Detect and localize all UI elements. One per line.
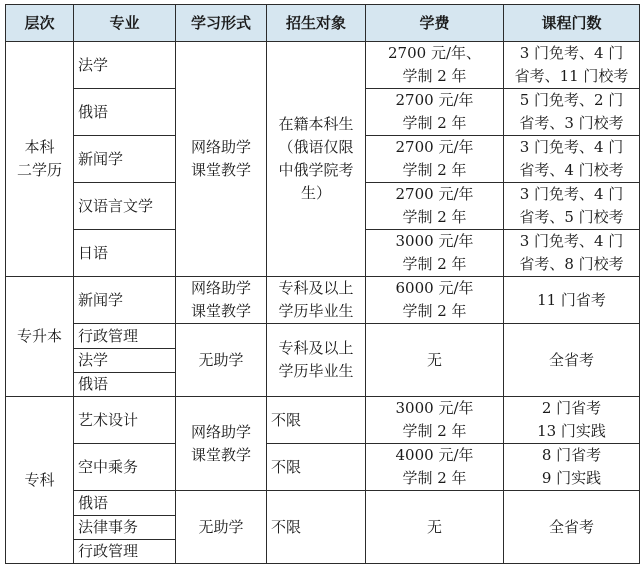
study-form-cell: 网络助学 课堂教学: [176, 277, 267, 324]
level-cell: 专升本: [6, 277, 74, 397]
table-row: [6, 397, 640, 444]
major-cell: 日语: [74, 230, 176, 277]
major-cell: 法学: [74, 42, 176, 89]
major-cell: 俄语: [74, 491, 176, 516]
enrollment-table: [5, 4, 640, 564]
major-cell: 法律事务: [74, 516, 176, 540]
study-form-cell: 网络助学 课堂教学: [176, 397, 267, 491]
major-cell: 汉语言文学: [74, 183, 176, 230]
header-study-form: 学习形式: [176, 5, 267, 42]
table-row: [6, 277, 640, 324]
fee-cell: 3000 元/年 学制 2 年: [366, 230, 504, 277]
header-level: 层次: [6, 5, 74, 42]
fee-cell: 2700 元/年 学制 2 年: [366, 136, 504, 183]
fee-cell: 6000 元/年 学制 2 年: [366, 277, 504, 324]
major-cell: 艺术设计: [74, 397, 176, 444]
header-major: 专业: [74, 5, 176, 42]
level-cell: 本科 二学历: [6, 42, 74, 277]
courses-cell: 5 门免考、2 门 省考、3 门校考: [504, 89, 640, 136]
table-row: [6, 324, 640, 349]
major-cell: 俄语: [74, 89, 176, 136]
major-cell: 行政管理: [74, 540, 176, 564]
courses-cell: 全省考: [504, 491, 640, 564]
fee-cell: 2700 元/年 学制 2 年: [366, 89, 504, 136]
fee-cell: 2700 元/年 学制 2 年: [366, 183, 504, 230]
courses-cell: 全省考: [504, 324, 640, 397]
fee-cell: 2700 元/年、 学制 2 年: [366, 42, 504, 89]
major-cell: 空中乘务: [74, 444, 176, 491]
courses-cell: 3 门免考、4 门 省考、11 门校考: [504, 42, 640, 89]
courses-cell: 3 门免考、4 门 省考、8 门校考: [504, 230, 640, 277]
target-cell: 不限: [267, 491, 366, 564]
target-cell: 不限: [267, 444, 366, 491]
courses-cell: 3 门免考、4 门 省考、5 门校考: [504, 183, 640, 230]
courses-cell: 2 门省考 13 门实践: [504, 397, 640, 444]
header-target: 招生对象: [267, 5, 366, 42]
fee-cell: 4000 元/年 学制 2 年: [366, 444, 504, 491]
study-form-cell: 网络助学 课堂教学: [176, 42, 267, 277]
major-cell: 俄语: [74, 373, 176, 397]
header-row: [6, 5, 640, 42]
fee-cell: 无: [366, 491, 504, 564]
major-cell: 行政管理: [74, 324, 176, 349]
major-cell: 法学: [74, 349, 176, 373]
study-form-cell: 无助学: [176, 491, 267, 564]
major-cell: 新闻学: [74, 277, 176, 324]
table-row: [6, 42, 640, 89]
target-cell: 专科及以上 学历毕业生: [267, 324, 366, 397]
courses-cell: 8 门省考 9 门实践: [504, 444, 640, 491]
major-cell: 新闻学: [74, 136, 176, 183]
study-form-cell: 无助学: [176, 324, 267, 397]
target-cell: 不限: [267, 397, 366, 444]
level-cell: 专科: [6, 397, 74, 564]
table-row: [6, 444, 640, 491]
courses-cell: 3 门免考、4 门 省考、4 门校考: [504, 136, 640, 183]
header-fee: 学费: [366, 5, 504, 42]
header-courses: 课程门数: [504, 5, 640, 42]
table-row: [6, 491, 640, 516]
fee-cell: 3000 元/年 学制 2 年: [366, 397, 504, 444]
target-cell: 在籍本科生 （俄语仅限 中俄学院考 生）: [267, 42, 366, 277]
fee-cell: 无: [366, 324, 504, 397]
courses-cell: 11 门省考: [504, 277, 640, 324]
target-cell: 专科及以上 学历毕业生: [267, 277, 366, 324]
